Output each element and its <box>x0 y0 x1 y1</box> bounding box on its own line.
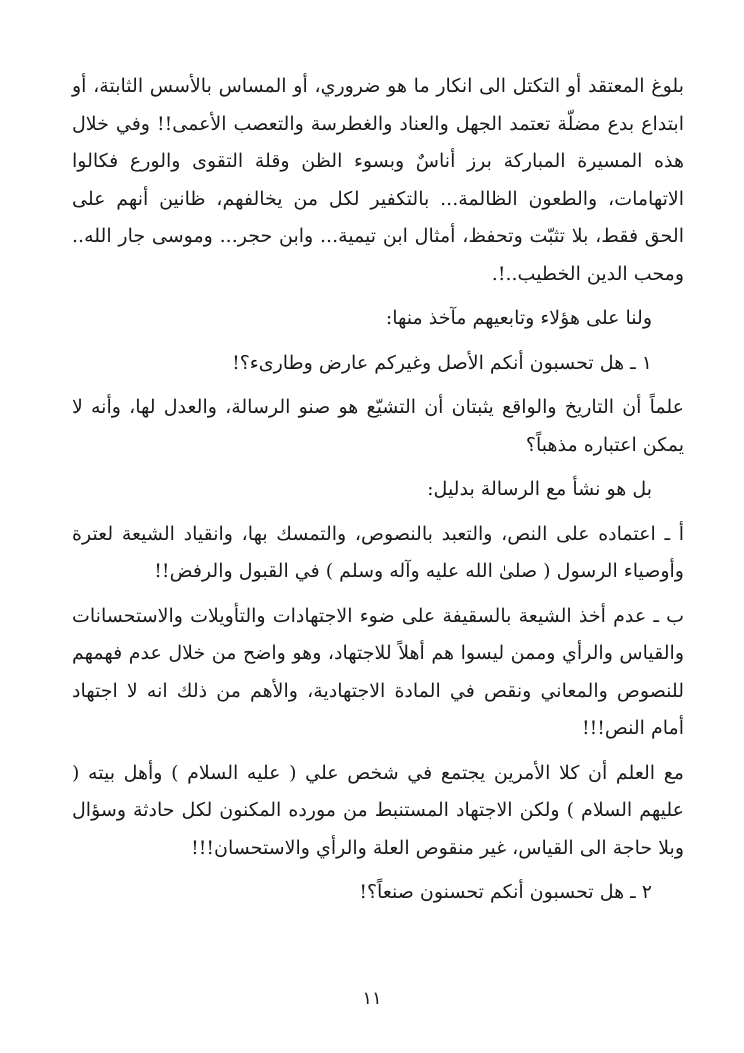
body-text <box>72 68 684 912</box>
paragraph-4: علماً أن التاريخ والواقع يثبتان أن التشيّع هو صنو الرسالة، والعدل لها، وأنه لا يمكن اعتباره مذهباً؟ <box>72 396 684 456</box>
paragraph-1: بلوغ المعتقد أو التكتل الى انكار ما هو ضروري، أو المساس بالأسس الثابتة، أو ابتداع بدع مضلّة تعتمد الجهل والعناد والغطرسة والتعصب الأعمى!! وفي خلال هذه المسيرة المباركة برز أناسٌ وبسوء الظن وقلة التقوى والورع فكالوا الاتهامات، والطعون الظالمة... بالتكفير لكل من يخالفهم، ظانين أنهم على الحق فقط، بلا تثبّت وتحفظ، أمثال ابن تيمية... وابن حجر... وموسى جار الله.. ومحب الدين الخطيب..!. <box>72 75 684 285</box>
paragraph-3: ١ ـ هل تحسبون أنكم الأصل وغيركم عارض وطارىء؟! <box>232 351 652 374</box>
paragraph-5: بل هو نشأ مع الرسالة بدليل: <box>427 478 652 500</box>
paragraph-9: ٢ ـ هل تحسبون أنكم تحسنون صنعاً؟! <box>359 881 652 903</box>
paragraph-8: مع العلم أن كلا الأمرين يجتمع في شخص علي ( عليه السلام ) وأهل بيته ( عليهم السلام ) ولكن الاجتهاد المستنبط من مورده المكنون لكل حادثة وسؤال وبلا حاجة الى القياس، غير منقوص العلة والرأي والاستحسان!!! <box>72 761 684 859</box>
paragraph-2: ولنا على هؤلاء وتابعيهم مآخذ منها: <box>385 307 652 329</box>
paragraph-6: أ ـ اعتماده على النص، والتعبد بالنصوص، والتمسك بها، وانقياد الشيعة لعترة وأوصياء الرسول ( صلىٰ الله عليه وآله وسلم ) في القبول والرفض!! <box>72 522 684 582</box>
paragraph-7: ب ـ عدم أخذ الشيعة بالسقيفة على ضوء الاجتهادات والتأويلات والاستحسانات والقياس والرأي وممن ليسوا هم أهلاً للاجتهاد، وهو واضح من خلال عدم فهمهم للنصوص والمعاني ونقص في المادة الاجتهادية، والأهم من ذلك انه لا اجتهاد أمام النص!!! <box>72 604 684 739</box>
page-number: ١١ <box>362 988 382 1009</box>
